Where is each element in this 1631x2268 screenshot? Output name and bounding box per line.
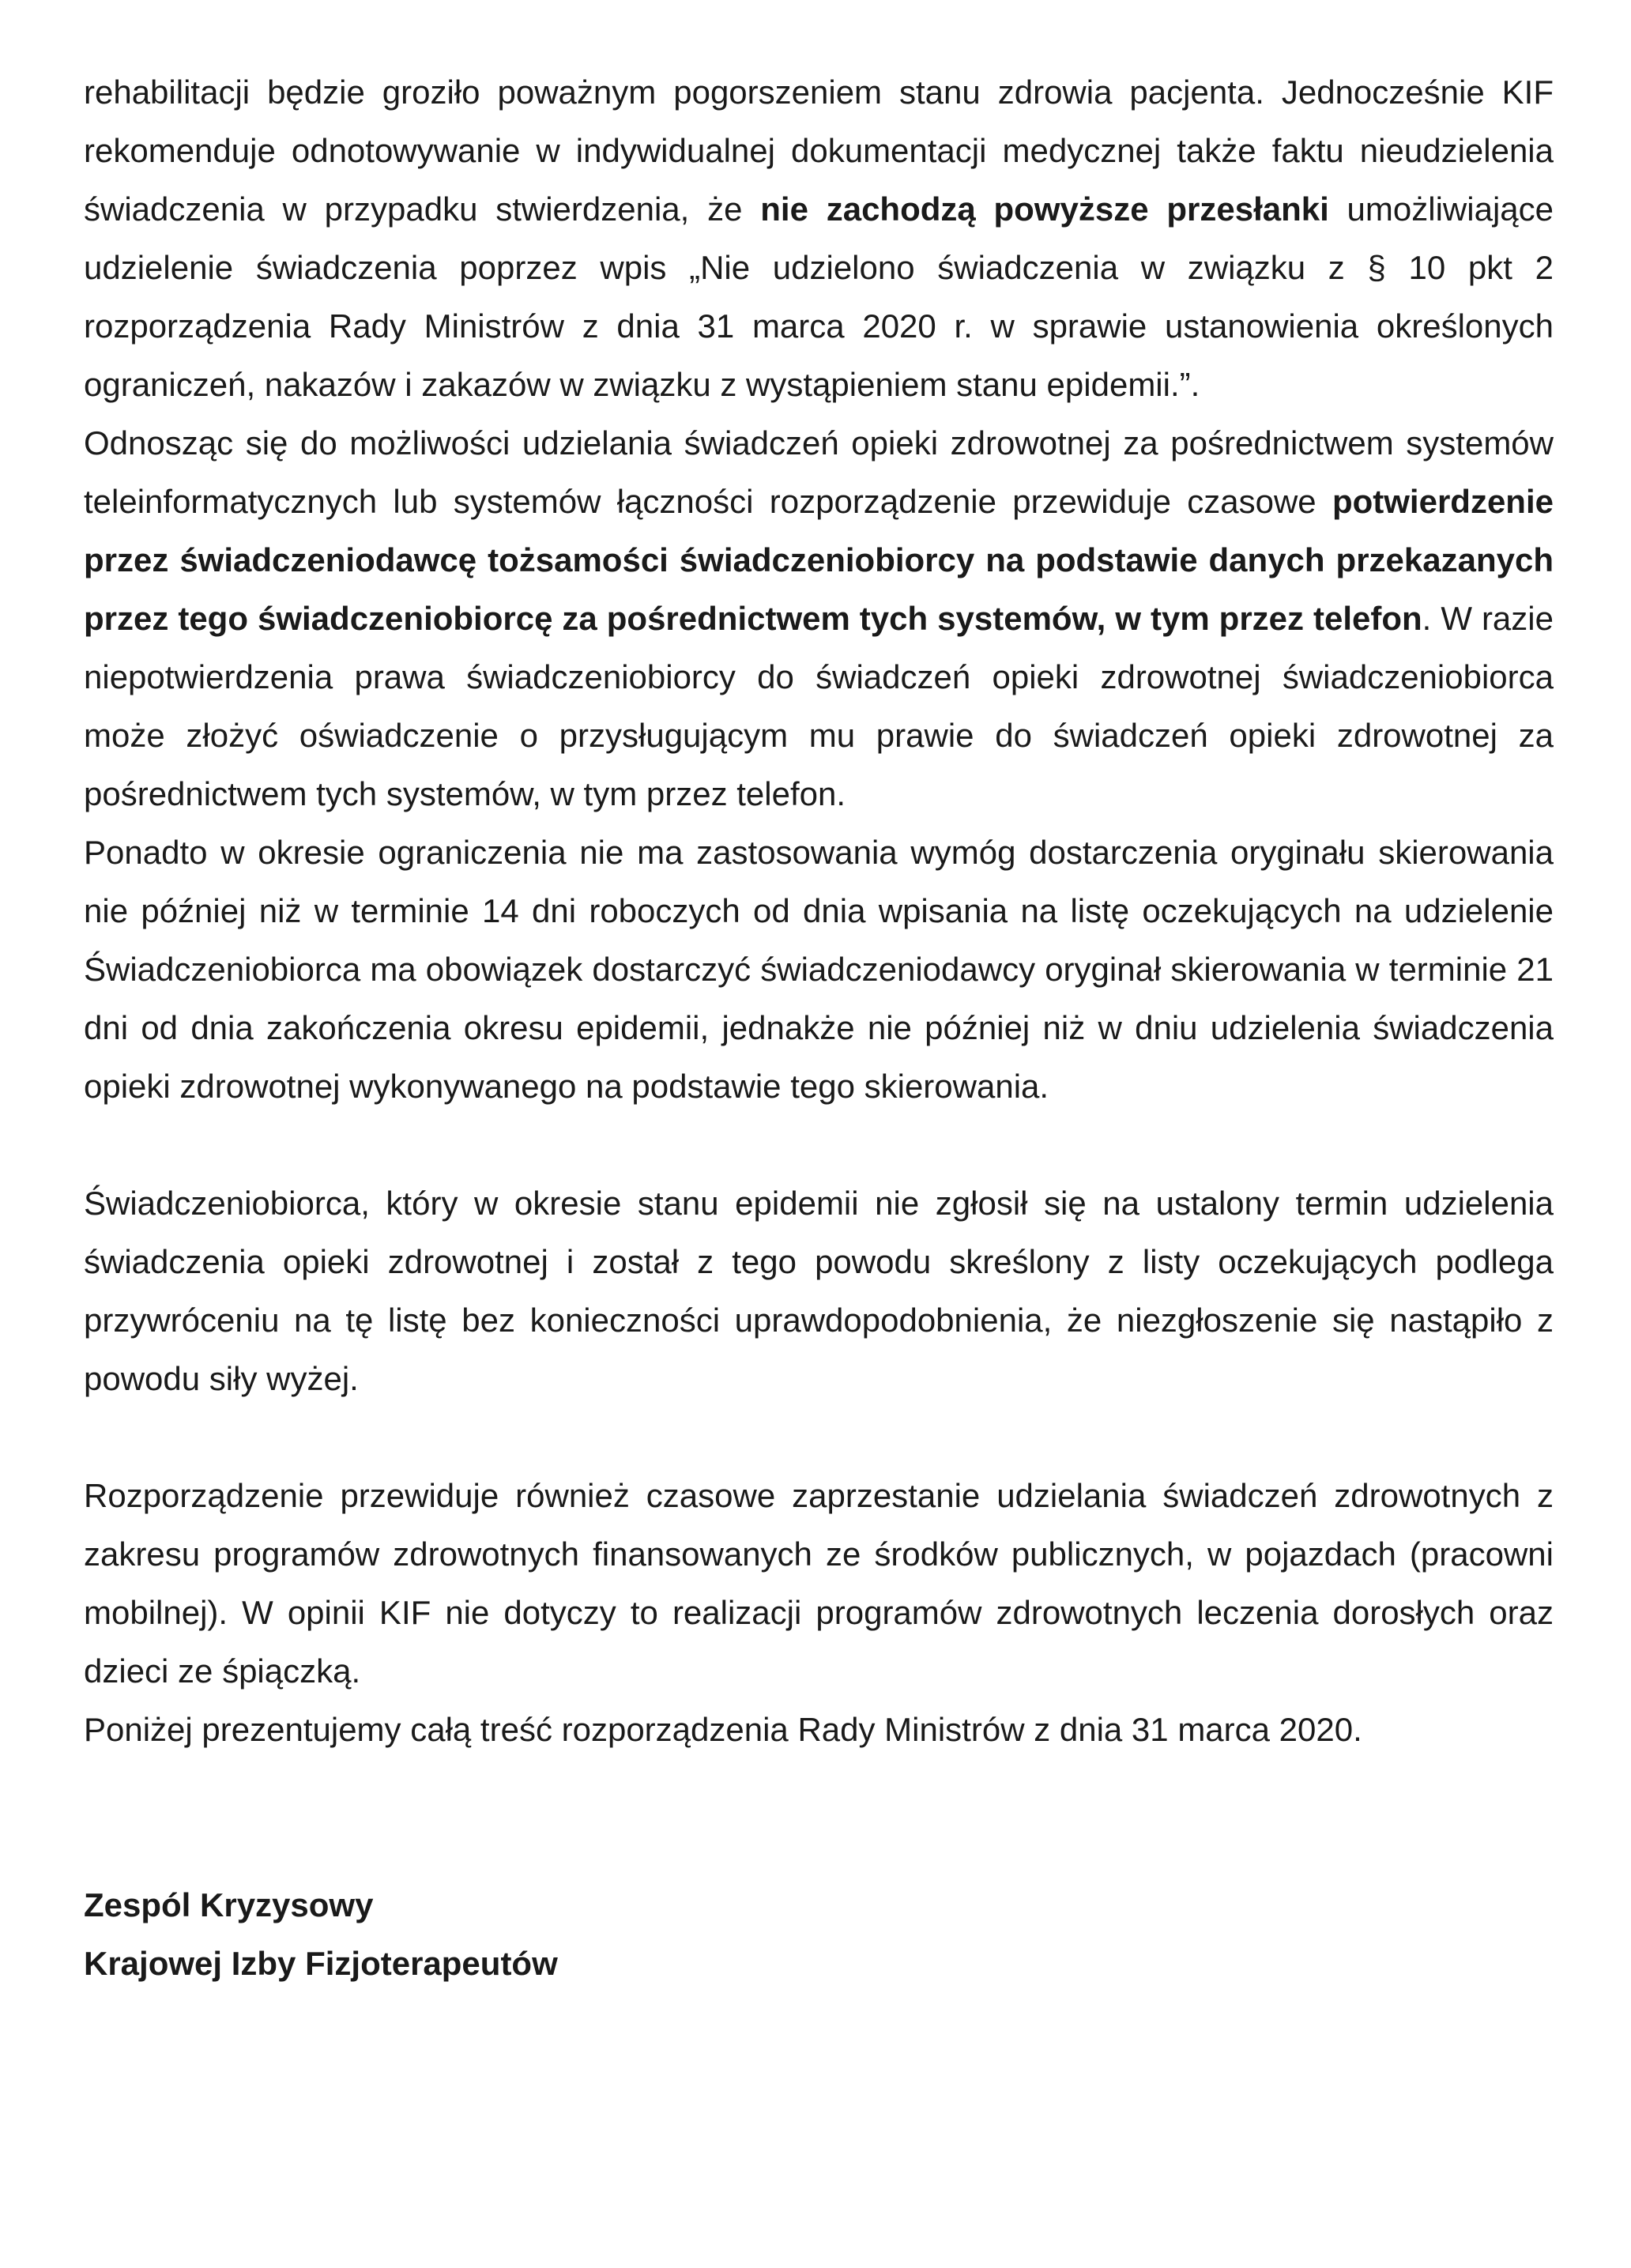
paragraph-1-text-a: rehabilitacji będzie groziło poważnym pogorszeniem stanu zdrowia pacjenta. Jednocześnie KIF rekomenduje odnotowywanie w indywidualnej dokumentacji medycznej także faktu nieudzielenia świadczenia w przypadku stwierdzenia, że — [84, 73, 1554, 228]
paragraph-2-text-a: Odnosząc się do możliwości udzielania świadczeń opieki zdrowotnej za pośrednictwem systemów teleinformatycznych lub systemów łączności rozporządzenie przewiduje czasowe — [84, 424, 1554, 520]
paragraph-6: Poniżej prezentujemy całą treść rozporządzenia Rady Ministrów z dnia 31 marca 2020. — [84, 1711, 1362, 1748]
paragraph-2-text-b: . W razie niepotwierdzenia prawa świadczeniobiorcy do świadczeń opieki zdrowotnej świadczeniobiorca może złożyć oświadczenie o przysługującym mu prawie do świadczeń opieki zdrowotnej za pośrednictwem tych systemów, w tym przez telefon. — [84, 600, 1554, 812]
paragraph-4: Świadczeniobiorca, który w okresie stanu epidemii nie zgłosił się na ustalony termin udzielenia świadczenia opieki zdrowotnej i został z tego powodu skreślony z listy oczekujących podlega przywróceniu na tę listę bez konieczności uprawdopodobnienia, że niezgłoszenie się nastąpiło z powodu siły wyżej. — [84, 1185, 1554, 1397]
signature-line-1: Zespól Kryzysowy — [84, 1886, 374, 1923]
paragraph-5: Rozporządzenie przewiduje również czasowe zaprzestanie udzielania świadczeń zdrowotnych z zakresu programów zdrowotnych finansowanych ze środków publicznych, w pojazdach (pracowni mobilnej). W opinii KIF nie dotyczy to realizacji programów zdrowotnych leczenia dorosłych oraz dzieci ze śpiączką. — [84, 1477, 1554, 1690]
paragraph-1-text-b: umożliwiające udzielenie świadczenia poprzez wpis „Nie udzielono świadczenia w związku z § 10 pkt 2 rozporządzenia Rady Ministrów z dnia 31 marca 2020 r. w sprawie ustanowienia określonych ograniczeń, nakazów i zakazów w związku z wystąpieniem stanu epidemii.”. — [84, 190, 1554, 403]
paragraph-3: Ponadto w okresie ograniczenia nie ma zastosowania wymóg dostarczenia oryginału skierowania nie później niż w terminie 14 dni roboczych od dnia wpisania na listę oczekujących na udzielenie Świadczeniobiorca ma obowiązek dostarczyć świadczeniodawcy oryginał skierowania w terminie 21 dni od dnia zakończenia okresu epidemii, jednakże nie później niż w dniu udzielenia świadczenia opieki zdrowotnej wykonywanego na podstawie tego skierowania. — [84, 834, 1554, 1105]
paragraph-1 — [84, 63, 1554, 414]
signature-line-2: Krajowej Izby Fizjoterapeutów — [84, 1945, 558, 1982]
paragraph-spacer — [84, 1116, 1554, 1174]
paragraph-1-bold: nie zachodzą powyższe przesłanki — [760, 190, 1329, 228]
document-page — [84, 63, 1554, 1993]
signature-spacer — [84, 1759, 1554, 1876]
paragraph-2 — [84, 414, 1554, 823]
paragraph-spacer — [84, 1408, 1554, 1467]
paragraph-2-bold: potwierdzenie przez świadczeniodawcę tożsamości świadczeniobiorcy na podstawie danych przekazanych przez tego świadczeniobiorcę za pośrednictwem tych systemów, w tym przez telefon — [84, 483, 1554, 637]
